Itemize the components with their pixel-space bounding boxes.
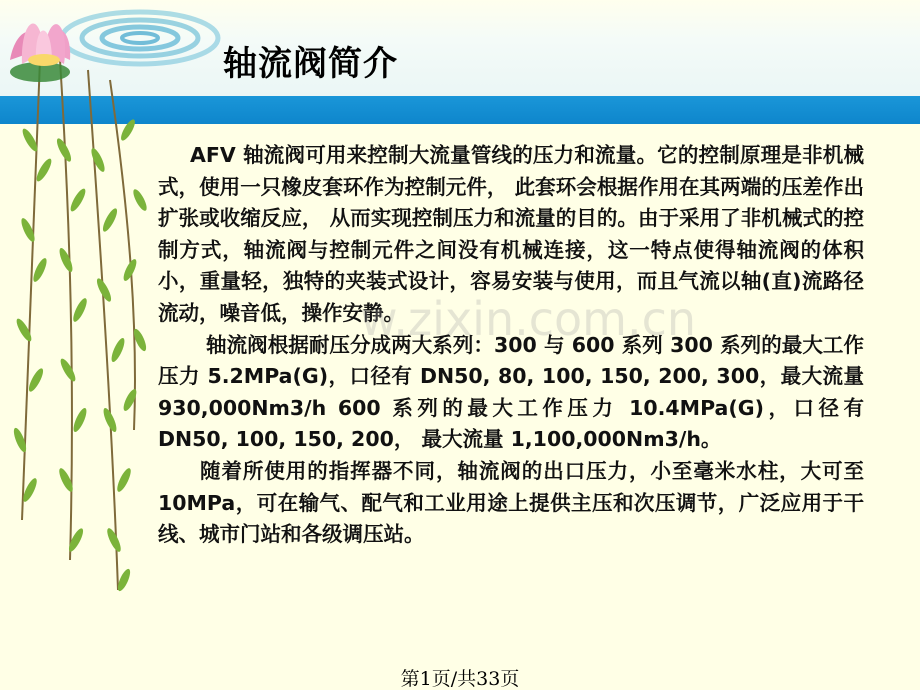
lotus-flower-icon: [0, 0, 120, 110]
page-number: 第1页/共33页: [400, 668, 520, 690]
slide-title: 轴流阀简介: [223, 44, 398, 84]
paragraph-2: 轴流阀根据耐压分成两大系列：300 与 600 系列 300 系列的最大工作压力 5.2MPa(G)，口径有 DN50, 80, 100, 150, 200, 300，最大流量 930,000Nm3/h 600 系列的最大工作压力 10.4MPa(G)，口径有 DN50, 100, 150, 200， 最大流量 1,100,000Nm3/h。: [158, 332, 864, 452]
paragraph-1: AFV 轴流阀可用来控制大流量管线的压力和流量。它的控制原理是非机械式，使用一只橡皮套环作为控制元件， 此套环会根据作用在其两端的压差作出扩张或收缩反应， 从而实现控制压力和流量的目的。由于采用了非机械式的控制方式，轴流阀与控制元件之间没有机械连接，这一特点使得轴流阀的体积小，重量轻，独特的夹装式设计，容易安装与使用，而且气流以轴(直)流路径流动，噪音低，操作安静。: [158, 143, 864, 325]
watermark: w.zixin.com.cn: [360, 292, 697, 346]
paragraph-3: 随着所使用的指挥器不同，轴流阀的出口压力，小至毫米水柱，大可至 10MPa，可在输气、配气和工业用途上提供主压和次压调节，广泛应用于干线、城市门站和各级调压站。: [158, 458, 864, 547]
